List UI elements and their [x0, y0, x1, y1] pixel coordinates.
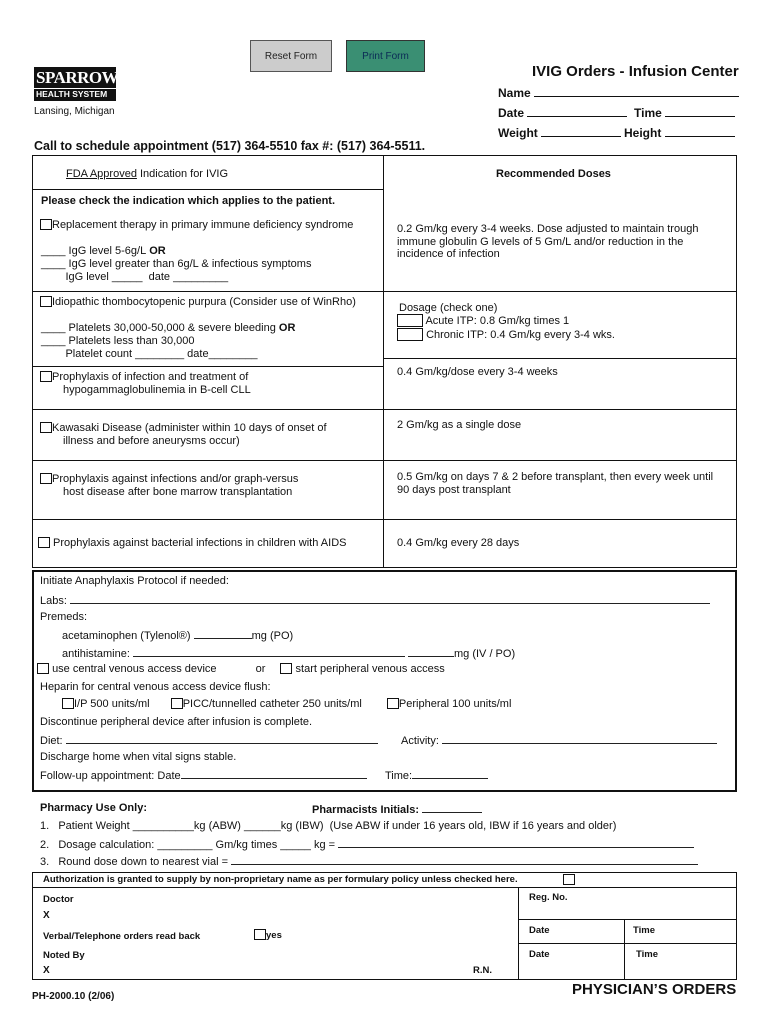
- discontinue-line: Discontinue peripheral device after infusion is complete.: [40, 716, 313, 728]
- checkbox-central[interactable]: [37, 663, 49, 674]
- followup-label: Follow-up appointment: Date: [40, 770, 181, 782]
- periph100-label: Peripheral 100 units/ml: [398, 698, 512, 710]
- checkbox-verbal-yes[interactable]: [254, 929, 266, 940]
- diet-field[interactable]: [40, 733, 378, 747]
- dose-option-chronic[interactable]: [397, 328, 615, 342]
- checkbox-peripheral[interactable]: [280, 663, 292, 674]
- dose-row-1: 0.2 Gm/kg every 3-4 weeks. Dose adjusted to maintain trough immune globulin G levels of 5 Gm/L and/or reduction in the incidence of infection: [397, 223, 699, 260]
- indication-header-label: Indication for IVIG: [136, 168, 229, 180]
- date-label: Date: [498, 106, 525, 120]
- activity-field[interactable]: [401, 733, 717, 747]
- physicians-orders-title: PHYSICIAN’S ORDERS: [572, 981, 737, 998]
- checkbox-cll[interactable]: [40, 371, 52, 382]
- antihistamine-field[interactable]: [62, 646, 515, 660]
- checkbox-picc[interactable]: [171, 698, 183, 709]
- indication-row-2[interactable]: [40, 296, 356, 309]
- checkbox-itp[interactable]: [40, 296, 52, 307]
- form-code: PH-2000.10 (2/06): [32, 991, 115, 1002]
- date-field[interactable]: [498, 104, 627, 120]
- name-field[interactable]: [498, 84, 739, 100]
- indication-row-5[interactable]: [40, 473, 298, 486]
- height-label: Height: [624, 126, 662, 140]
- itp-sub3: Platelet count ________ date________: [41, 348, 258, 360]
- form-title: IVIG Orders - Infusion Center: [532, 63, 739, 80]
- line3-label: 3. Round dose down to nearest vial =: [40, 856, 229, 868]
- name-label: Name: [498, 86, 531, 100]
- reset-form-button[interactable]: Reset Form: [250, 40, 332, 72]
- premeds-label: Premeds:: [40, 611, 88, 623]
- labs-label: Labs:: [40, 595, 67, 607]
- ip-label: I/P 500 units/ml: [74, 698, 150, 710]
- indication-label: Kawasaki Disease (administer within 10 days of onset of: [52, 422, 327, 434]
- activity-label: Activity:: [401, 735, 439, 747]
- pids-sub1: [41, 245, 166, 258]
- diet-label: Diet:: [40, 735, 63, 747]
- dose-title: Dosage (check one): [399, 302, 498, 314]
- bmt-line2: host disease after bone marrow transplantation: [63, 486, 293, 498]
- followup-date-field[interactable]: [40, 768, 367, 782]
- cll-line2: hypogammaglobulinemia in B-cell CLL: [63, 384, 251, 396]
- pharmacy-line-2[interactable]: [40, 837, 694, 851]
- pids-sub2: ____ IgG level greater than 6g/L & infectious symptoms: [41, 258, 312, 270]
- schedule-line: Call to schedule appointment (517) 364-5510 fax #: (517) 364-5511.: [34, 139, 426, 153]
- checkbox-acute-itp[interactable]: [397, 314, 423, 327]
- anaphylaxis-line: Initiate Anaphylaxis Protocol if needed:: [40, 575, 229, 587]
- dose-option-label: Acute ITP: 0.8 Gm/kg times 1: [425, 315, 570, 327]
- indication-label: Idiopathic thombocytopenic purpura (Consider use of WinRho): [52, 296, 356, 308]
- checkbox-non-proprietary[interactable]: [563, 874, 575, 885]
- itp-sub2: ____ Platelets less than 30,000: [41, 335, 195, 347]
- indication-label: Prophylaxis against bacterial infections in children with AIDS: [53, 537, 347, 549]
- indication-row-4[interactable]: [40, 422, 327, 435]
- acetaminophen-field[interactable]: [62, 628, 293, 642]
- indication-row-6[interactable]: [38, 537, 346, 550]
- indication-label: Prophylaxis against infections and/or graph-versus: [52, 473, 299, 485]
- line2-label: 2. Dosage calculation: _________ Gm/kg times _____ kg =: [40, 839, 336, 851]
- weight-field[interactable]: [498, 124, 621, 140]
- checkbox-aids[interactable]: [38, 537, 50, 548]
- itp-sub1: [41, 322, 295, 335]
- checkbox-pids[interactable]: [40, 219, 52, 230]
- indication-table: [32, 155, 737, 568]
- table-header-indication: [66, 168, 228, 181]
- time-label: Time: [634, 106, 662, 120]
- orders-box: [32, 570, 737, 792]
- dose-option-label: Chronic ITP: 0.4 Gm/kg every 3-4 wks.: [426, 329, 615, 341]
- or-label: OR: [146, 245, 166, 257]
- antihistamine-unit: mg (IV / PO): [454, 648, 516, 660]
- indication-row-3[interactable]: [40, 371, 248, 384]
- dose-row-5: 0.5 Gm/kg on days 7 & 2 before transplant, then every week until 90 days post transplant: [397, 471, 714, 496]
- dose-row-4: 2 Gm/kg as a single dose: [397, 419, 522, 431]
- sub-label: ____ Platelets 30,000-50,000 & severe bleeding: [41, 322, 276, 334]
- noted-by-label: Noted By: [43, 950, 85, 961]
- dose-option-acute[interactable]: [397, 314, 569, 328]
- authorization-box: [32, 872, 737, 980]
- picc-label: PICC/tunnelled catheter 250 units/ml: [182, 698, 362, 710]
- checkbox-bmt[interactable]: [40, 473, 52, 484]
- authorization-text: Authorization is granted to supply by non-proprietary name as per formulary policy unless checked here.: [43, 874, 518, 885]
- reg-no-label: Reg. No.: [529, 892, 568, 903]
- pharmacy-line-1: 1. Patient Weight __________kg (ABW) ______kg (IBW) (Use ABW if under 16 years old, IBW if 16 years and older): [40, 820, 617, 832]
- access-line: [37, 663, 445, 675]
- rn-label: R.N.: [473, 965, 492, 976]
- pharmacist-initials-field[interactable]: [312, 802, 482, 816]
- indication-label: Replacement therapy in primary immune deficiency syndrome: [52, 219, 354, 231]
- kawasaki-line2: illness and before aneurysms occur): [63, 435, 240, 447]
- peripheral-label: start peripheral venous access: [295, 663, 445, 675]
- print-form-button[interactable]: Print Form: [346, 40, 425, 72]
- discharge-line: Discharge home when vital signs stable.: [40, 751, 237, 763]
- or-label: or: [255, 663, 266, 675]
- noted-by-x: X: [43, 965, 50, 976]
- time-label-1: Time: [633, 925, 656, 936]
- sub-label: ____ IgG level 5-6g/L: [41, 245, 147, 257]
- pids-sub3: IgG level _____ date _________: [41, 271, 229, 283]
- date-label-1: Date: [529, 925, 550, 936]
- verbal-orders-label: Verbal/Telephone orders read back: [43, 931, 201, 942]
- labs-field[interactable]: [40, 593, 710, 607]
- weight-label: Weight: [498, 126, 538, 140]
- antihistamine-label: antihistamine:: [62, 648, 130, 660]
- dose-row-6: 0.4 Gm/kg every 28 days: [397, 537, 520, 549]
- indication-label: Prophylaxis of infection and treatment of: [52, 371, 249, 383]
- fda-approved-label: FDA Approved: [66, 168, 137, 180]
- time-label-2: Time: [636, 949, 659, 960]
- date-label-2: Date: [529, 949, 550, 960]
- initials-label: Pharmacists Initials:: [312, 804, 419, 816]
- checkbox-ip500[interactable]: [62, 698, 74, 709]
- verbal-yes-option[interactable]: [254, 929, 282, 941]
- time-field[interactable]: [634, 104, 735, 120]
- sparrow-logo: [34, 67, 119, 101]
- followup-time-field[interactable]: [385, 768, 488, 782]
- checkbox-kawasaki[interactable]: [40, 422, 52, 433]
- location: Lansing, Michigan: [34, 106, 115, 117]
- heparin-options: [62, 698, 511, 710]
- checkbox-periph100[interactable]: [387, 698, 399, 709]
- doctor-signature-x: X: [43, 910, 50, 921]
- doctor-label: Doctor: [43, 894, 74, 905]
- central-label: use central venous access device: [52, 663, 217, 675]
- height-field[interactable]: [624, 124, 735, 140]
- acetaminophen-label: acetaminophen (Tylenol®): [62, 630, 191, 642]
- checkbox-chronic-itp[interactable]: [397, 328, 423, 341]
- table-instruction: Please check the indication which applies to the patient.: [41, 195, 336, 207]
- table-header-doses: Recommended Doses: [496, 168, 611, 180]
- followup-time-label: Time:: [385, 770, 413, 782]
- acetaminophen-unit: mg (PO): [251, 630, 294, 642]
- indication-row-1[interactable]: [40, 219, 353, 232]
- logo-sub: HEALTH SYSTEM: [34, 89, 116, 101]
- pharmacy-title: Pharmacy Use Only:: [40, 802, 147, 814]
- heparin-label: Heparin for central venous access device flush:: [40, 681, 271, 693]
- dose-row-3: 0.4 Gm/kg/dose every 3-4 weeks: [397, 366, 558, 378]
- pharmacy-line-3[interactable]: [40, 854, 698, 868]
- logo-name: SPARROW: [36, 68, 119, 87]
- yes-label: yes: [266, 930, 282, 941]
- or-label: OR: [275, 322, 296, 334]
